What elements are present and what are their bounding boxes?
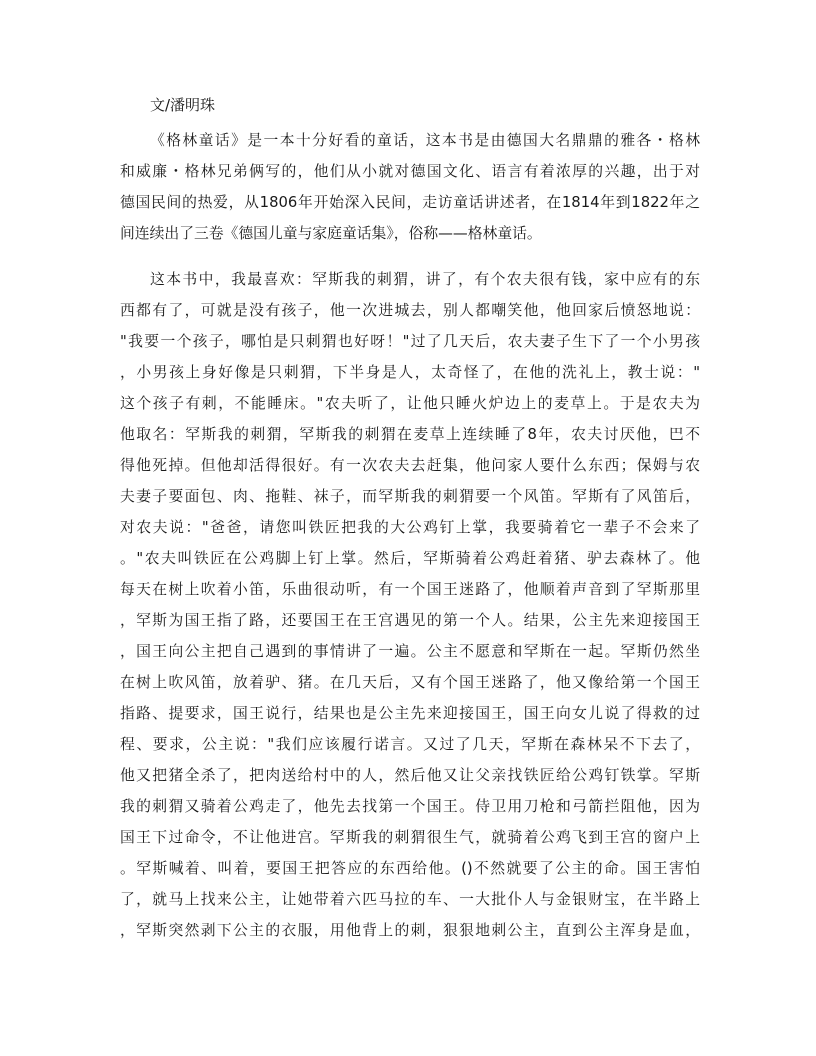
text-line: ，小男孩上身好像是只刺猬，下半身是人，太奇怪了，在他的洗礼上，教士说：" — [120, 364, 700, 381]
text-line: 间连续出了三卷《德国儿童与家庭童话集》，俗称——格林童话。 — [120, 225, 542, 242]
author-line: 文/潘明珠 — [150, 96, 216, 114]
text-line: 这本书中，我最喜欢：罕斯我的刺猬，讲了，有个农夫很有钱，家中应有的东 — [150, 271, 700, 288]
text-line: 这个孩子有刺，不能睡床。"农夫听了，让他只睡火炉边上的麦草上。于是农夫为 — [120, 395, 700, 412]
text-line: ，罕斯为国王指了路，还要国王在王宫遇见的第一个人。结果，公主先来迎接国王 — [120, 612, 700, 629]
text-line: 夫妻子要面包、肉、拖鞋、袜子，而罕斯我的刺猬要一个风笛。罕斯有了风笛后， — [120, 488, 700, 505]
text-line: 程、要求，公主说："我们应该履行诺言。又过了几天，罕斯在森林呆不下去了， — [120, 736, 700, 753]
text-line: 他又把猪全杀了，把肉送给村中的人，然后他又让父亲找铁匠给公鸡钉铁掌。罕斯 — [120, 767, 700, 784]
text-line: 西都有了，可就是没有孩子，他一次进城去，别人都嘲笑他，他回家后愤怒地说： — [120, 302, 700, 319]
text-line: 对农夫说："爸爸，请您叫铁匠把我的大公鸡钉上掌，我要骑着它一辈子不会来了 — [120, 519, 700, 536]
text-line: ，罕斯突然剥下公主的衣服，用他背上的刺，狠狠地刺公主，直到公主浑身是血， — [120, 922, 700, 939]
text-line: 我的刺猬又骑着公鸡走了，他先去找第一个国王。侍卫用刀枪和弓箭拦阻他，因为 — [120, 798, 700, 815]
text-line: ，国王向公主把自己遇到的事情讲了一遍。公主不愿意和罕斯在一起。罕斯仍然坐 — [120, 643, 700, 660]
paragraph-intro — [120, 125, 700, 249]
text-line: 。罕斯喊着、叫着，要国王把答应的东西给他。()不然就要了公主的命。国王害怕 — [120, 860, 700, 877]
text-line: 在树上吹风笛，放着驴、猪。在几天后，又有个国王迷路了，他又像给第一个国王 — [120, 674, 700, 691]
text-line: 得他死掉。但他却活得很好。有一次农夫去赶集，他问家人要什么东西；保姆与农 — [120, 457, 700, 474]
text-line: 。"农夫叫铁匠在公鸡脚上钉上掌。然后，罕斯骑着公鸡赶着猪、驴去森林了。他 — [120, 550, 700, 567]
text-line: 《格林童话》是一本十分好看的童话，这本书是由德国大名鼎鼎的雅各・格林 — [150, 132, 700, 149]
text-line: 国王下过命令，不让他进宫。罕斯我的刺猬很生气，就骑着公鸡飞到王宫的窗户上 — [120, 829, 700, 846]
text-line: 和威廉・格林兄弟俩写的，他们从小就对德国文化、语言有着浓厚的兴趣，出于对 — [120, 163, 700, 180]
text-line: 了，就马上找来公主，让她带着六匹马拉的车、一大批仆人与金银财宝，在半路上 — [120, 891, 700, 908]
text-line: 每天在树上吹着小笛，乐曲很动听，有一个国王迷路了，他顺着声音到了罕斯那里 — [120, 581, 700, 598]
text-line: "我要一个孩子，哪怕是只刺猬也好呀！"过了几天后，农夫妻子生下了一个小男孩 — [120, 333, 700, 350]
text-line: 指路、提要求，国王说行，结果也是公主先来迎接国王，国王向女儿说了得救的过 — [120, 705, 700, 722]
text-line: 他取名：罕斯我的刺猬，罕斯我的刺猬在麦草上连续睡了8年，农夫讨厌他，巴不 — [120, 426, 700, 443]
text-line: 德国民间的热爱，从1806年开始深入民间，走访童话讲述者，在1814年到1822年之 — [120, 194, 700, 211]
paragraph-story — [120, 264, 700, 946]
